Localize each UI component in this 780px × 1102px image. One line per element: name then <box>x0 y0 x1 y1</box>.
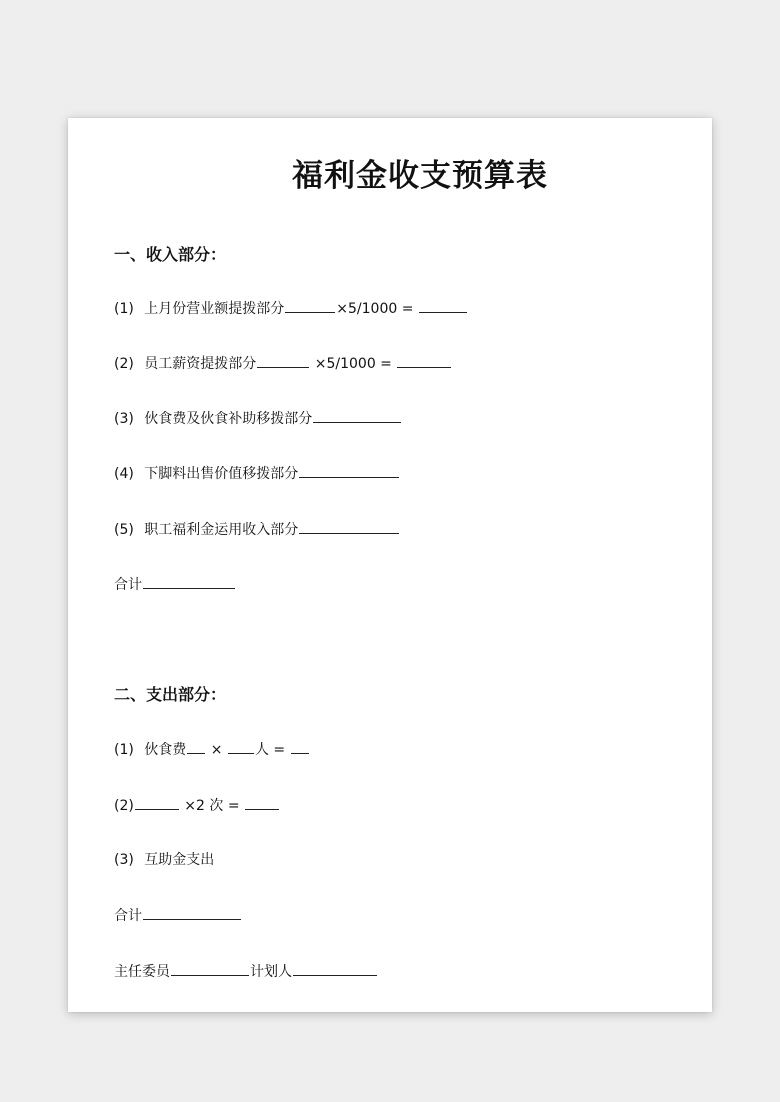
fill-blank <box>245 794 279 810</box>
expense-item-2 <box>114 794 280 815</box>
expense-total <box>114 904 242 925</box>
fill-blank <box>135 794 179 810</box>
item-number: (3) <box>114 411 134 427</box>
item-label: 员工薪资提拨部分 <box>144 356 257 372</box>
fill-blank <box>293 960 377 976</box>
income-total <box>114 573 236 594</box>
formula-text: ×5/1000 = <box>314 356 392 372</box>
document-page <box>68 118 712 1012</box>
item-number: (1) <box>114 301 134 317</box>
formula-text: ×2 次 = <box>184 798 240 814</box>
formula-text: × <box>210 742 223 758</box>
fill-blank <box>397 352 451 368</box>
income-item-3 <box>114 407 402 428</box>
fill-blank <box>299 518 399 534</box>
fill-blank <box>291 738 309 754</box>
fill-blank <box>285 297 335 313</box>
fill-blank <box>143 904 241 920</box>
income-item-1 <box>114 297 468 318</box>
item-label: 伙食费及伙食补助移拨部分 <box>144 411 313 427</box>
expense-heading: 二、支出部分： <box>114 685 227 704</box>
item-number: (1) <box>114 742 134 758</box>
fill-blank <box>187 738 205 754</box>
signature-line <box>114 960 378 981</box>
document-title: 福利金收支预算表 <box>292 158 548 194</box>
expense-item-1 <box>114 738 310 759</box>
director-label: 主任委员 <box>114 964 170 980</box>
item-label: 职工福利金运用收入部分 <box>144 522 299 538</box>
formula-text: ×5/1000 = <box>336 301 414 317</box>
fill-blank <box>299 462 399 478</box>
item-label: 下脚料出售价值移拨部分 <box>144 466 299 482</box>
item-number: (2) <box>114 356 134 372</box>
income-item-4 <box>114 462 400 483</box>
fill-blank <box>313 407 401 423</box>
item-label: 伙食费 <box>144 742 187 758</box>
item-number: (4) <box>114 466 134 482</box>
fill-blank <box>143 573 235 589</box>
item-number: (5) <box>114 522 134 538</box>
item-number: (2) <box>114 798 134 814</box>
income-heading: 一、收入部分： <box>114 245 227 264</box>
fill-blank <box>228 738 254 754</box>
item-label: 上月份营业额提拨部分 <box>144 301 285 317</box>
income-item-2 <box>114 352 452 373</box>
formula-text: 人 = <box>254 742 286 758</box>
fill-blank <box>171 960 249 976</box>
income-item-5 <box>114 518 400 539</box>
expense-item-3 <box>114 849 214 869</box>
fill-blank <box>257 352 309 368</box>
fill-blank <box>419 297 467 313</box>
total-label: 合计 <box>114 577 142 593</box>
total-label: 合计 <box>114 908 142 924</box>
item-label: 互助金支出 <box>144 852 215 868</box>
item-number: (3) <box>114 852 134 868</box>
planner-label: 计划人 <box>250 964 292 980</box>
